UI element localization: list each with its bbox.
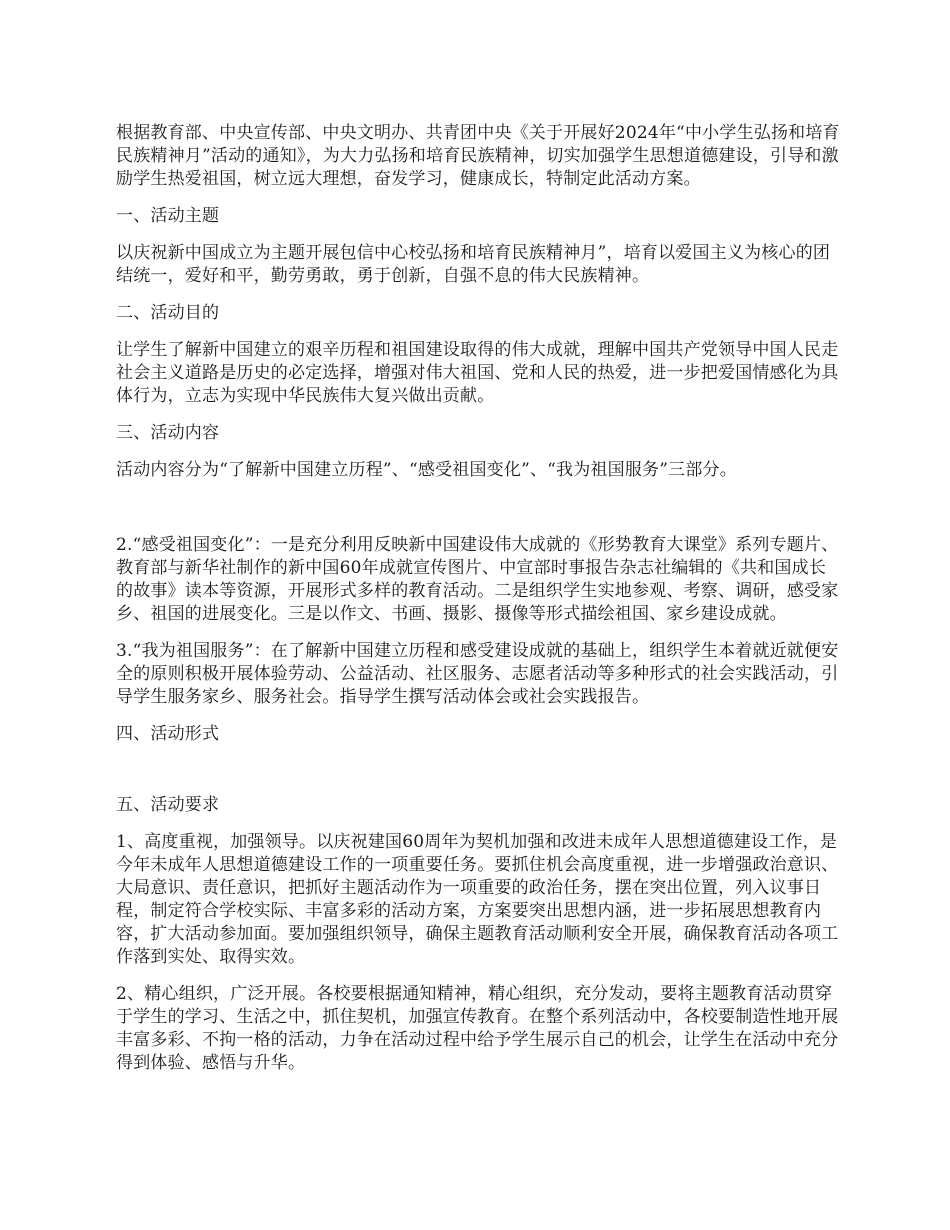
requirement-2: 2、精心组织，广泛开展。各校要根据通知精神，精心组织，充分发动，要将主题教育活动贯穿于学生的学习、生活之中，抓住契机，加强宣传教育。在整个系列活动中，各校要制造性地开展丰富多彩、不拘一格的活动，力争在活动过程中给予学生展示自己的机会，让学生在活动中充分得到体验、感悟与升华。 xyxy=(116,984,839,1073)
blank-gap xyxy=(116,496,840,534)
content-paragraph: 活动内容分为“了解新中国建立历程”、“感受祖国变化”、“我为祖国服务”三部分。 xyxy=(116,460,737,480)
section-heading-format: 四、活动形式 xyxy=(116,724,220,744)
section-heading-theme: 一、活动主题 xyxy=(116,206,220,226)
blank-gap xyxy=(116,760,840,794)
content-item-3: 3.“我为祖国服务”：在了解新中国建立历程和感受建设成就的基础上，组织学生本着就近就便安全的原则积极开展体验劳动、公益活动、社区服务、志愿者活动等多种形式的社会实践活动，引导学生服务家乡、服务社会。指导学生撰写活动体会或社会实践报告。 xyxy=(116,641,839,707)
content-item-2: 2.“感受祖国变化”：一是充分利用反映新中国建设伟大成就的《形势教育大课堂》系列专题片、教育部与新华社制作的新中国60年成就宣传图片、中宣部时事报告杂志社编辑的《共和国成长的故事》读本等资源，开展形式多样的教育活动。二是组织学生实地参观、考察、调研，感受家乡、祖国的进展变化。三是以作文、书画、摄影、摄像等形式描绘祖国、家乡建设成就。 xyxy=(116,535,839,624)
section-heading-requirements: 五、活动要求 xyxy=(116,795,220,815)
intro-paragraph: 根据教育部、中央宣传部、中央文明办、共青团中央《关于开展好2024年“中小学生弘扬和培育民族精神月”活动的通知》，为大力弘扬和培育民族精神，切实加强学生思想道德建设，引导和激励学生热爱祖国，树立远大理想，奋发学习，健康成长，特制定此活动方案。 xyxy=(116,123,840,189)
section-heading-purpose: 二、活动目的 xyxy=(116,303,220,323)
requirement-1: 1、高度重视，加强领导。以庆祝建国60周年为契机加强和改进未成年人思想道德建设工作，是今年未成年人思想道德建设工作的一项重要任务。要抓住机会高度重视，进一步增强政治意识、大局意识、责任意识，把抓好主题活动作为一项重要的政治任务，摆在突出位置，列入议事日程，制定符合学校实际、丰富多彩的活动方案，方案要突出思想内涵，进一步拓展思想教育内容，扩大活动参加面。要加强组织领导，确保主题教育活动顺利安全开展，确保教育活动各项工作落到实处、取得实效。 xyxy=(116,832,839,967)
purpose-paragraph: 让学生了解新中国建立的艰辛历程和祖国建设取得的伟大成就，理解中国共产党领导中国人民走社会主义道路是历史的必定选择，增强对伟大祖国、党和人民的热爱，进一步把爱国情感化为具体行为，立志为实现中华民族伟大复兴做出贡献。 xyxy=(116,340,839,406)
document-page xyxy=(116,122,840,1089)
theme-paragraph: 以庆祝新中国成立为主题开展包信中心校弘扬和培育民族精神月”，培育以爱国主义为核心的团结统一，爱好和平，勤劳勇敢，勇于创新，自强不息的伟大民族精神。 xyxy=(116,243,831,286)
section-heading-content: 三、活动内容 xyxy=(116,423,220,443)
